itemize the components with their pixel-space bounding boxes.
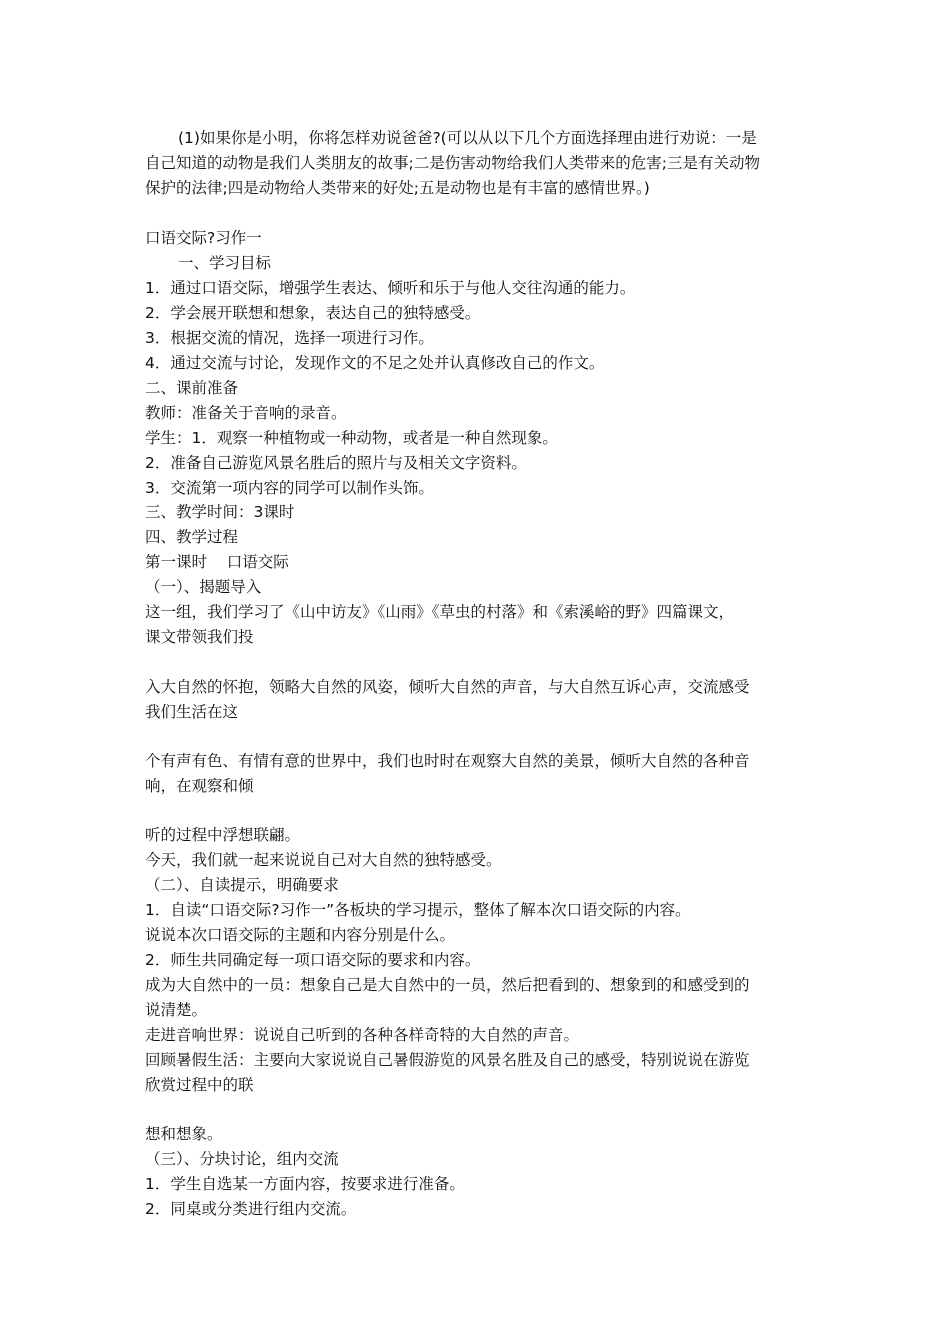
goal-3: 3．根据交流的情况，选择一项进行习作。 [145,329,434,347]
part-1-line-2: 课文带领我们投 [145,628,254,646]
goal-1: 1．通过口语交际，增强学生表达、倾听和乐于与他人交往沟通的能力。 [145,279,636,297]
part-2-line-9: 想和想象。 [145,1125,223,1143]
part-2-line-2: 说说本次口语交际的主题和内容分别是什么。 [145,926,456,944]
part-1-line-5: 个有声有色、有情有意的世界中，我们也时时在观察大自然的美景，倾听大自然的各种音 [145,752,750,770]
part-3-line-1: 1．学生自选某一方面内容，按要求进行准备。 [145,1175,465,1193]
goal-2: 2．学会展开联想和想象，表达自己的独特感受。 [145,304,481,322]
part-2-line-1: 1．自读“口语交际?习作一”各板块的学习提示，整体了解本次口语交际的内容。 [145,901,691,919]
prep-3: 2．准备自己游览风景名胜后的照片与及相关文字资料。 [145,454,527,472]
part-1-line-8: 今天，我们就一起来说说自己对大自然的独特感受。 [145,851,502,869]
section-1-title: 一、学习目标 [178,254,272,272]
section-2-title: 二、课前准备 [145,379,239,397]
part-1-line-4: 我们生活在这 [145,703,239,721]
prep-4: 3．交流第一项内容的同学可以制作头饰。 [145,479,434,497]
part-2-line-5: 说清楚。 [145,1001,208,1019]
heading: 口语交际?习作一 [145,229,262,247]
part-2-line-7: 回顾暑假生活：主要向大家说说自己暑假游览的风景名胜及自己的感受，特别说说在游览 [145,1051,750,1069]
part-2-line-6: 走进音响世界：说说自己听到的各种各样奇特的大自然的声音。 [145,1026,580,1044]
section-4-title: 四、教学过程 [145,528,239,546]
part-1-line-7: 听的过程中浮想联翩。 [145,826,301,844]
part-2-line-4: 成为大自然中的一员：想象自己是大自然中的一员，然后把看到的、想象到的和感受到的 [145,976,750,994]
goal-4: 4．通过交流与讨论，发现作文的不足之处并认真修改自己的作文。 [145,354,605,372]
part-3-title: （三）、分块讨论，组内交流 [145,1150,339,1168]
part-1-title: （一）、揭题导入 [145,578,262,596]
part-2-line-8: 欣赏过程中的联 [145,1076,254,1094]
part-2-line-3: 2．师生共同确定每一项口语交际的要求和内容。 [145,951,481,969]
intro-line-3: 保护的法律;四是动物给人类带来的好处;五是动物也是有丰富的感情世界。) [145,179,650,197]
part-2-title: （二）、自读提示，明确要求 [145,876,339,894]
prep-2: 学生：1．观察一种植物或一种动物，或者是一种自然现象。 [145,429,558,447]
intro-line-1: (1)如果你是小明，你将怎样劝说爸爸?(可以从以下几个方面选择理由进行劝说：一是 [178,129,757,147]
part-1-line-1: 这一组，我们学习了《山中访友》《山雨》《草虫的村落》和《索溪峪的野》四篇课文， [145,603,735,621]
prep-1: 教师：准备关于音响的录音。 [145,404,347,422]
part-1-line-3: 入大自然的怀抱，领略大自然的风姿，倾听大自然的声音，与大自然互诉心声，交流感受 [145,678,750,696]
intro-line-2: 自己知道的动物是我们人类朋友的故事;二是伤害动物给我们人类带来的危害;三是有关动物 [145,154,760,172]
lesson-1-title: 第一课时 口语交际 [145,553,289,571]
part-1-line-6: 响，在观察和倾 [145,777,254,795]
section-3-title: 三、教学时间：3课时 [145,503,295,521]
part-3-line-2: 2．同桌或分类进行组内交流。 [145,1200,357,1218]
